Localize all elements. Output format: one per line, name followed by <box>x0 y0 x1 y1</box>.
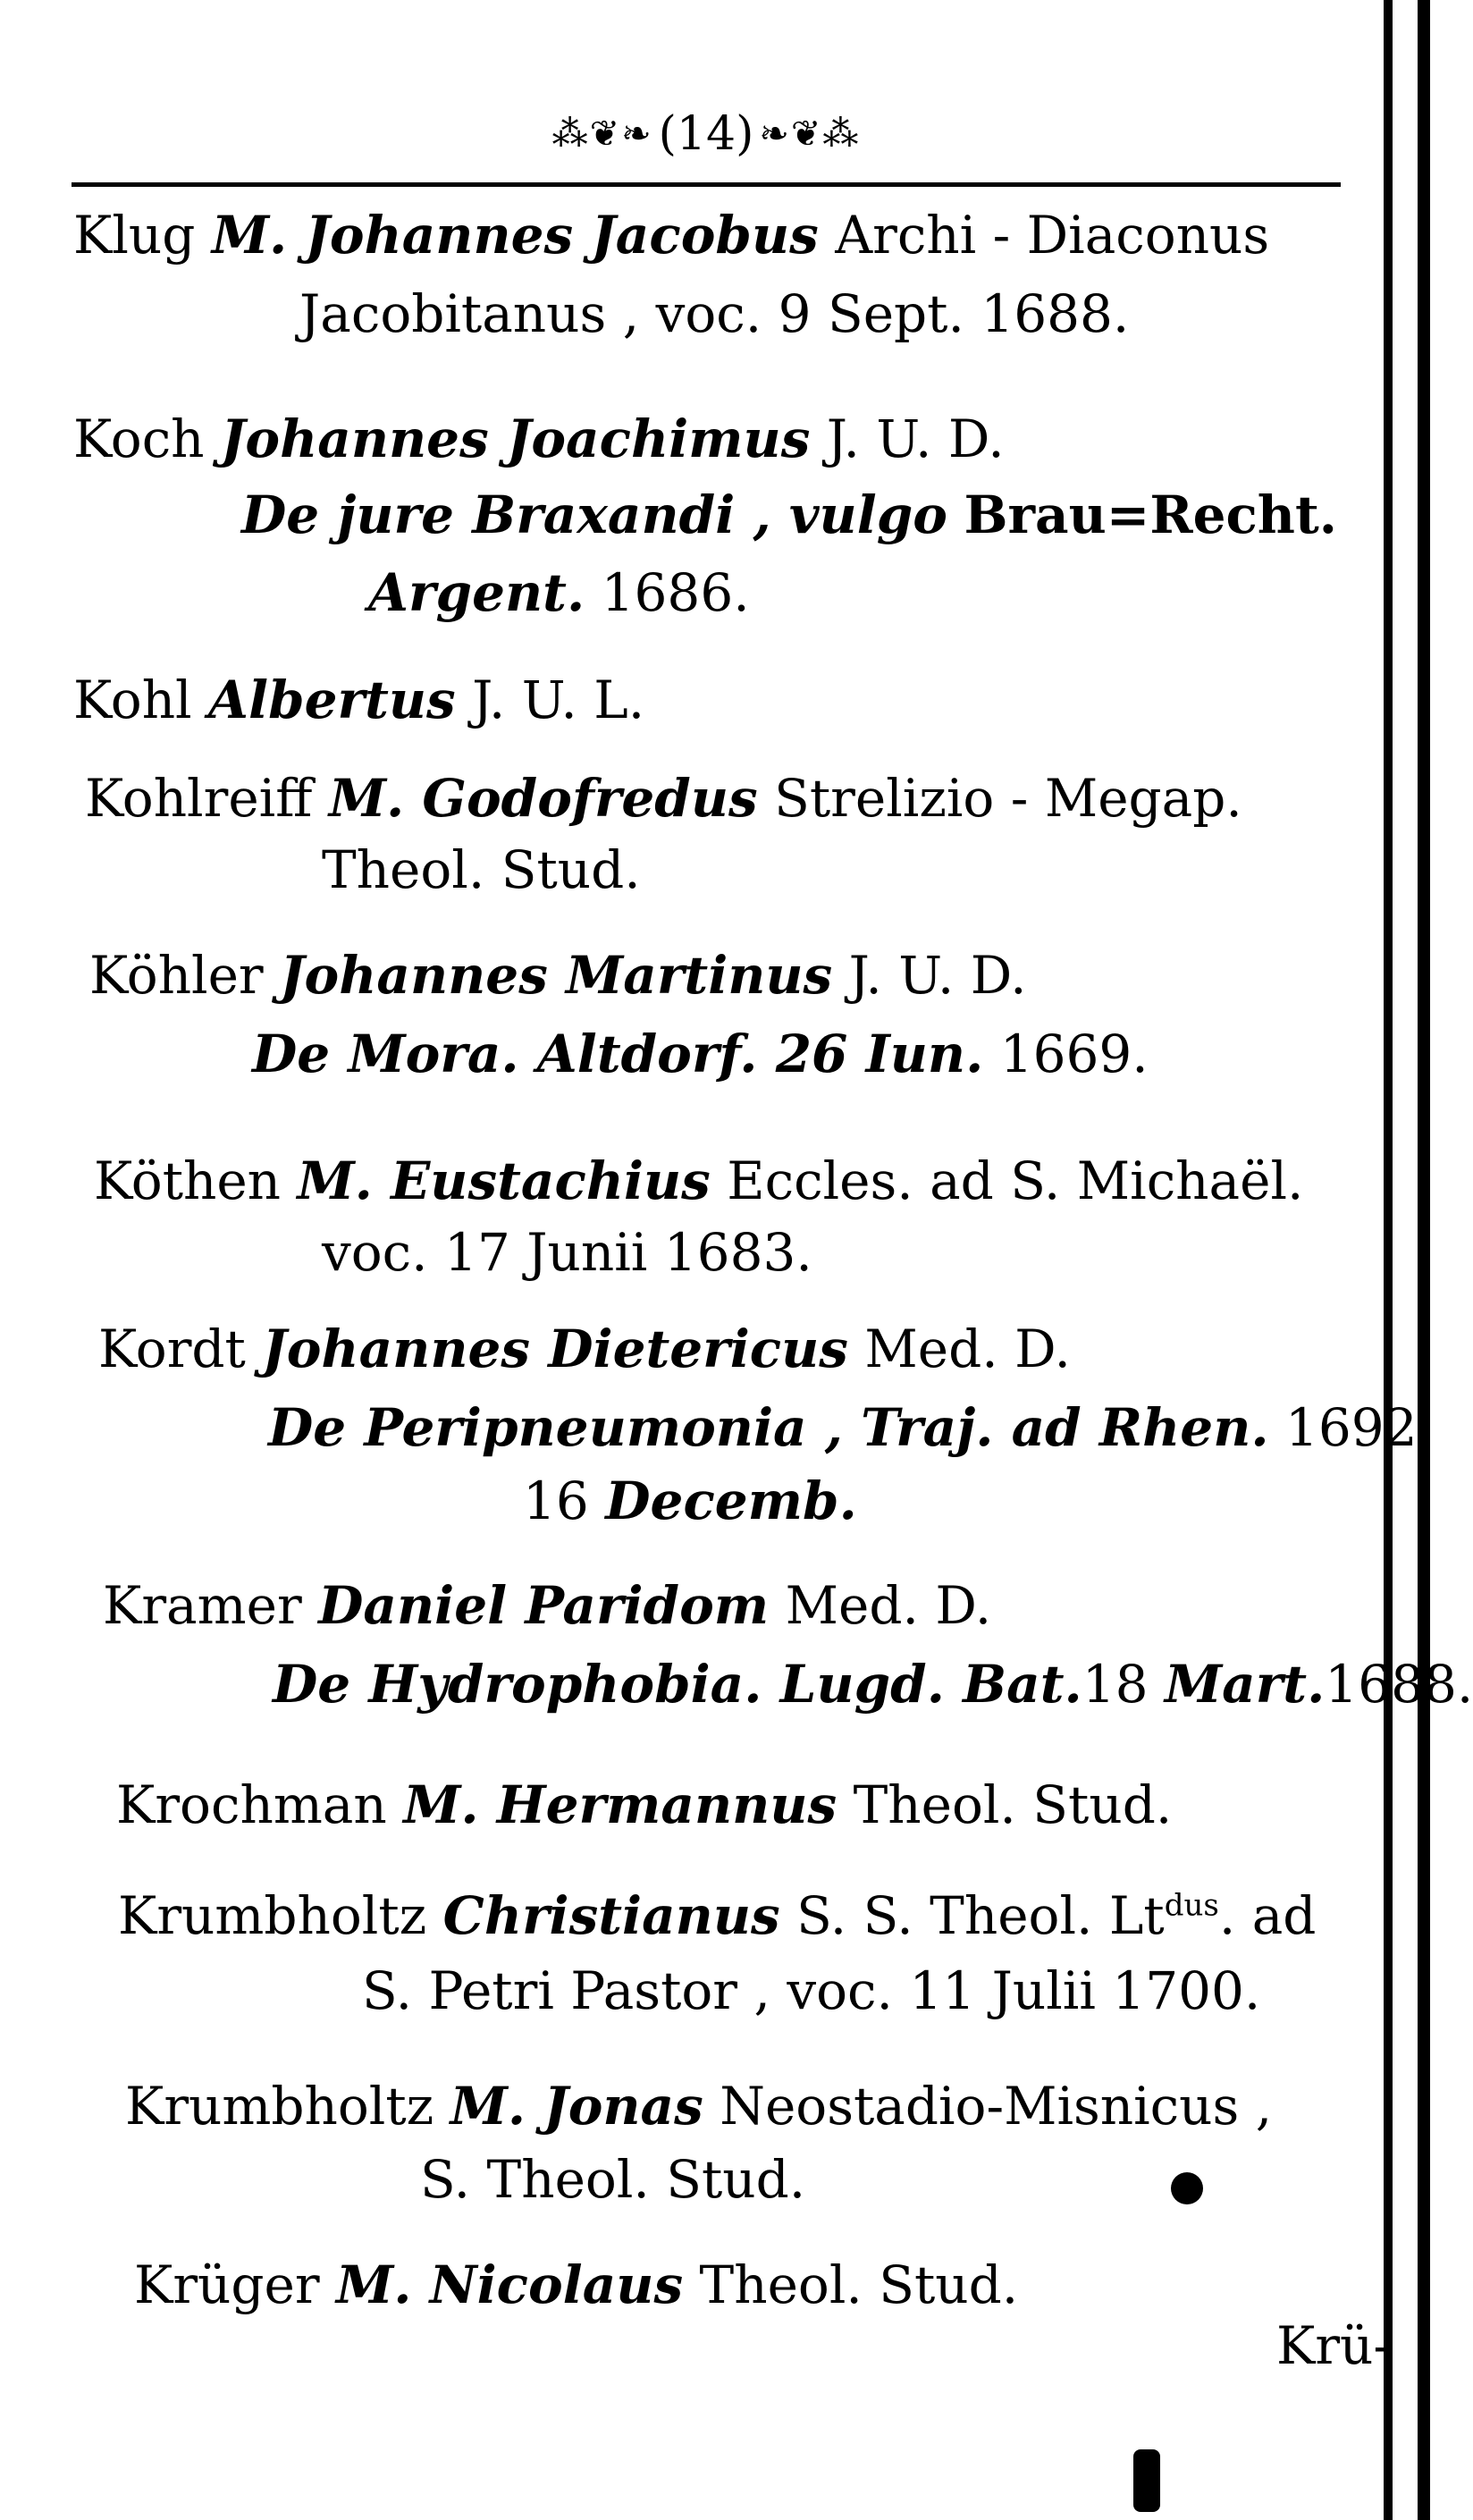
ornament-right-icon: ❧❦⁂ <box>759 114 861 155</box>
entry-line: Klug M. Johannes Jacobus Archi - Diaconus <box>73 205 1270 265</box>
entry-line: De Peripneumonia , Traj. ad Rhen. 1692. <box>268 1397 1435 1458</box>
header-rule <box>72 182 1341 187</box>
entry-line: Koch Johannes Joachimus J. U. D. <box>73 409 1005 469</box>
entry-line: Kohlreiff M. Godofredus Strelizio - Megap. <box>85 768 1242 829</box>
entry-line: De jure Braxandi , vulgo Brau=Recht. <box>241 485 1337 545</box>
entry-line: Krumbholtz Christianus S. S. Theol. $Lt^{dus}$. ad <box>118 1885 1317 1946</box>
entry-line: Köhler Johannes Martinus J. U. D. <box>89 945 1027 1006</box>
entry-line: Krumbholtz M. Jonas Neostadio-Misnicus , <box>125 2076 1273 2137</box>
entry-line: Theol. Stud. <box>322 839 641 900</box>
entry-line: Krüger M. Nicolaus Theol. Stud. <box>134 2255 1019 2315</box>
page-edge-shadow <box>1418 0 1430 2520</box>
entry-line: S. Theol. Stud. <box>420 2149 806 2210</box>
page-header <box>518 89 894 179</box>
entry-line: Köthen M. Eustachius Eccles. ad S. Michaël. <box>94 1150 1304 1211</box>
entry-line: De Mora. Altdorf. 26 Iun. 1669. <box>252 1024 1149 1084</box>
entry-line: S. Petri Pastor , voc. 11 Julii 1700. <box>362 1960 1261 2021</box>
entry-line: Kordt Johannes Dietericus Med. D. <box>98 1319 1071 1379</box>
catchword: Krü- <box>1276 2315 1392 2376</box>
entry-line: De Hydrophobia. Lugd. Bat.18 Mart.1688. <box>273 1654 1473 1715</box>
ink-mark <box>1133 2449 1160 2512</box>
entry-line: Kohl Albertus J. U. L. <box>73 670 645 730</box>
ink-blot <box>1171 2172 1203 2204</box>
entry-line: Kramer Daniel Paridom Med. D. <box>103 1575 992 1636</box>
page-edge-line <box>1384 0 1393 2520</box>
entry-line: Krochman M. Hermannus Theol. Stud. <box>116 1774 1173 1835</box>
entry-line: Jacobitanus , voc. 9 Sept. 1688. <box>299 283 1130 344</box>
entry-line: 16 Decemb. <box>523 1471 857 1531</box>
entry-line: voc. 17 Junii 1683. <box>322 1222 812 1283</box>
page-number: (14) <box>658 107 754 161</box>
ornament-left-icon: ⁂❦❧ <box>551 114 653 155</box>
entry-line: Argent. 1686. <box>368 562 750 623</box>
